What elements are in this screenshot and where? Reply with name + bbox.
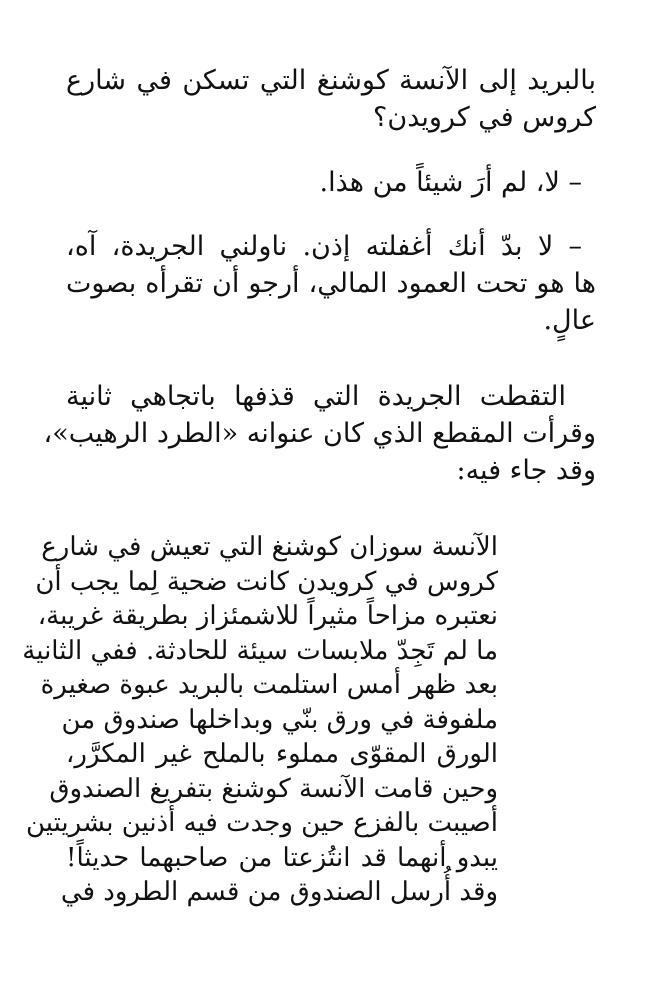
quoted-article — [22, 530, 498, 910]
quote-line: الآنسة سوزان كوشنغ التي تعيش في شارع — [41, 532, 498, 562]
paragraph-line: التقطت الجريدة التي قذفها باتجاهي ثانية — [66, 381, 566, 412]
paragraph-line: – لا، لم أرَ شيئاً من هذا. — [319, 167, 582, 198]
paragraph-line: ها هو تحت العمود المالي، أرجو أن تقرأه بصوت — [66, 268, 596, 299]
quote-line: وقد أُرسل الصندوق من قسم الطرود في — [60, 877, 498, 907]
paragraph-1 — [66, 62, 596, 136]
quote-line: بعد ظهر أمس استلمت بالبريد عبوة صغيرة — [40, 670, 498, 700]
paragraph-line: وقد جاء فيه: — [456, 455, 596, 486]
paragraph-4 — [43, 378, 596, 489]
quote-line: أصيبت بالفزع حين وجدت فيه أذنين بشريتين — [25, 808, 498, 838]
paragraph-line: وقرأت المقطع الذي كان عنوانه «الطرد الرهيب»، — [43, 418, 596, 449]
paragraph-line: كروس في كرويدن؟ — [373, 102, 596, 133]
quote-line: ما لم تَجِدّ ملابسات سيئة للحادثة. ففي الثانية — [22, 635, 498, 666]
quote-line: الورق المقوّى مملوء بالملح غير المكرَّر، — [66, 739, 498, 769]
paragraph-3 — [66, 228, 596, 339]
paragraph-line: بالبريد إلى الآنسة كوشنغ التي تسكن في شارع — [66, 65, 596, 96]
quote-line: ملفوفة في ورق بنّي وبداخلها صندوق من — [61, 704, 498, 735]
quote-line: يبدو أنهما قد انتُزعتا من صاحبهما حديثاً! — [66, 842, 498, 873]
paragraph-line: – لا بدّ أنك أغفلته إذن. ناولني الجريدة، آه، — [66, 231, 582, 262]
quote-line: وحين قامت الآنسة كوشنغ بتفريغ الصندوق — [49, 773, 498, 804]
paragraph-line: عالٍ. — [543, 305, 596, 336]
quote-line: كروس في كرويدن كانت ضحية لِما يجب أن — [35, 566, 498, 597]
paragraph-2 — [66, 164, 596, 201]
quote-line: نعتبره مزاحاً مثيراً للاشمئزاز بطريقة غريبة، — [37, 601, 498, 631]
